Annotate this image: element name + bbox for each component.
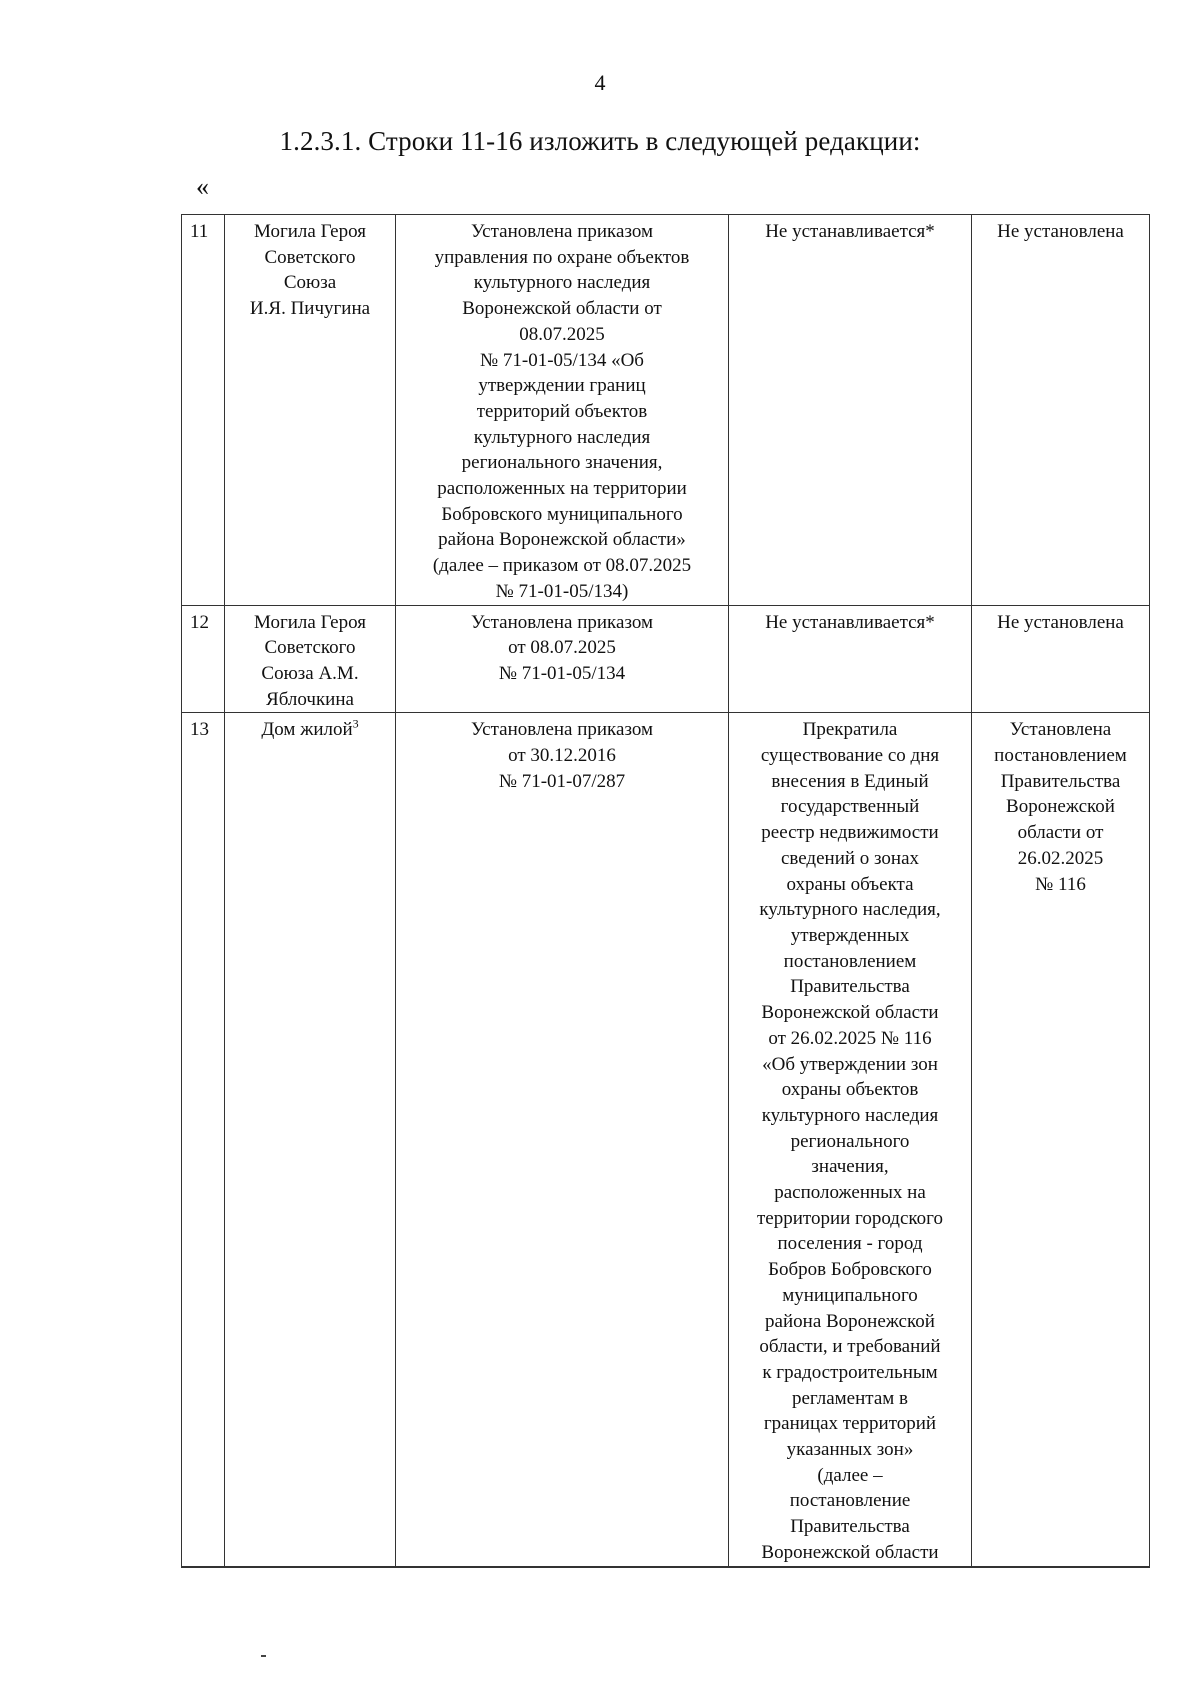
object-name: Дом жилой [261, 719, 353, 741]
object-name: Могила Героя Советского Союза А.М. Яблочкина [225, 605, 396, 713]
opening-quote-mark: « [196, 172, 209, 201]
page-number: 4 [594, 70, 606, 95]
object-name: Могила Героя Советского Союза И.Я. Пичугина [225, 215, 396, 606]
table-row [182, 605, 1150, 713]
amendment-table [181, 214, 1150, 1568]
protection-zones: Не устанавливается* [729, 605, 972, 713]
territory-boundaries: Установлена приказом от 30.12.2016 № 71-01-07/287 [396, 713, 729, 1567]
footnote-ref: 3 [352, 717, 359, 732]
protection-zones: Прекратила существование со дня внесения в Единый государственный реестр недвижимости сведений о зонах охраны объекта культурного наследия, утвержденных постановлением Правительства Воронежской области от 26.02.2025 № 116 «Об утверждении зон охраны объектов культурного наследия регионального значения, расположенных на территории городского поселения - город Бобров Бобровского муниципального района Воронежской области, и требований к градостроительным регламентам в границах территорий указанных зон» (далее – постановление Правительства Воронежской области [729, 713, 972, 1567]
row-number: 12 [182, 605, 225, 713]
scan-speck [261, 1655, 266, 1657]
territory-boundaries: Установлена приказом управления по охране объектов культурного наследия Воронежской области от 08.07.2025 № 71-01-05/134 «Об утверждении границ территорий объектов культурного наследия регионального значения, расположенных на территории Бобровского муниципального района Воронежской области» (далее – приказом от 08.07.2025 № 71-01-05/134) [396, 215, 729, 606]
zone-requirements: Не установлена [972, 605, 1150, 713]
object-name-cell [225, 713, 396, 1567]
territory-boundaries: Установлена приказом от 08.07.2025 № 71-01-05/134 [396, 605, 729, 713]
protection-zones: Не устанавливается* [729, 215, 972, 606]
zone-requirements: Не установлена [972, 215, 1150, 606]
row-number: 11 [182, 215, 225, 606]
zone-requirements: Установлена постановлением Правительства Воронежской области от 26.02.2025 № 116 [972, 713, 1150, 1567]
table-row [182, 215, 1150, 606]
table-row [182, 713, 1150, 1567]
section-heading: 1.2.3.1. Строки 11-16 изложить в следующей редакции: [279, 126, 921, 156]
row-number: 13 [182, 713, 225, 1567]
